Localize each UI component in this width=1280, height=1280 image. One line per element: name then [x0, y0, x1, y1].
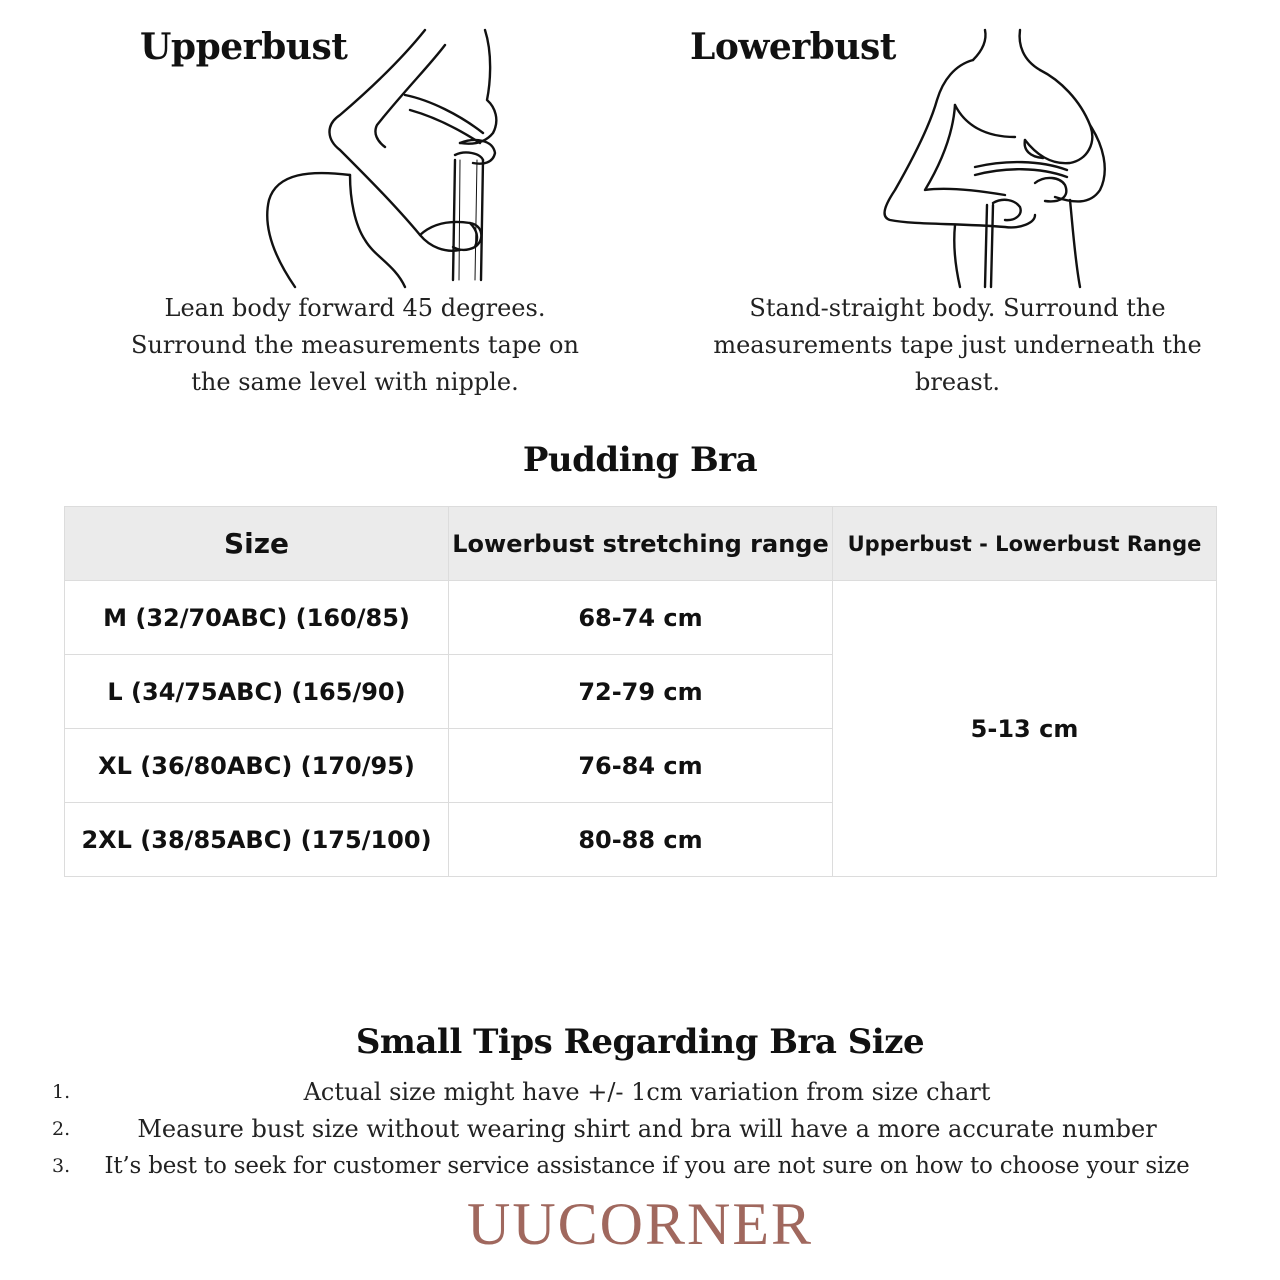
upperbust-instruction-line: Lean body forward 45 degrees.	[164, 294, 546, 322]
lowerbust-instruction-line: measurements tape just underneath the	[713, 331, 1202, 359]
size-table	[64, 506, 1217, 877]
tip-text: Actual size might have +/- 1cm variation from size chart	[303, 1078, 991, 1106]
upper-lower-range-cell: 5-13 cm	[833, 581, 1217, 877]
list-item	[52, 1074, 1212, 1111]
upperbust-instruction-line: Surround the measurements tape on	[131, 331, 579, 359]
lowerbust-measuring-illustration	[875, 25, 1115, 290]
upperbust-instruction-line: the same level with nipple.	[191, 368, 519, 396]
column-header-lowerbust-range: Lowerbust stretching range	[449, 507, 833, 581]
lowerbust-range-cell: 72-79 cm	[449, 655, 833, 729]
tip-number: 3.	[52, 1155, 71, 1177]
lowerbust-range-cell: 76-84 cm	[449, 729, 833, 803]
size-cell: XL (36/80ABC) (170/95)	[65, 729, 449, 803]
tips-title: Small Tips Regarding Bra Size	[355, 1022, 925, 1062]
lowerbust-instruction-line: breast.	[915, 368, 1000, 396]
tip-text: It’s best to seek for customer service assistance if you are not sure on how to choose your size	[104, 1153, 1190, 1179]
list-item	[52, 1148, 1212, 1185]
size-cell: L (34/75ABC) (165/90)	[65, 655, 449, 729]
size-table-header-row	[65, 507, 1217, 581]
tip-number: 2.	[52, 1118, 71, 1140]
upperbust-title: Upperbust	[140, 26, 348, 68]
lowerbust-title: Lowerbust	[690, 26, 896, 68]
tip-number: 1.	[52, 1081, 71, 1103]
lowerbust-instruction-line: Stand-straight body. Surround the	[749, 294, 1166, 322]
size-cell: 2XL (38/85ABC) (175/100)	[65, 803, 449, 877]
brand-logo: UUCORNER	[466, 1191, 814, 1257]
size-cell: M (32/70ABC) (160/85)	[65, 581, 449, 655]
column-header-upper-lower-range: Upperbust - Lowerbust Range	[833, 507, 1217, 581]
lowerbust-instructions	[700, 290, 1215, 401]
lowerbust-range-cell: 80-88 cm	[449, 803, 833, 877]
upperbust-instructions	[110, 290, 600, 401]
column-header-size: Size	[65, 507, 449, 581]
lowerbust-range-cell: 68-74 cm	[449, 581, 833, 655]
table-row	[65, 581, 1217, 655]
size-table-title: Pudding Bra	[522, 440, 758, 480]
list-item	[52, 1111, 1212, 1148]
upperbust-measuring-illustration	[255, 25, 510, 290]
tip-text: Measure bust size without wearing shirt and bra will have a more accurate number	[137, 1115, 1157, 1143]
